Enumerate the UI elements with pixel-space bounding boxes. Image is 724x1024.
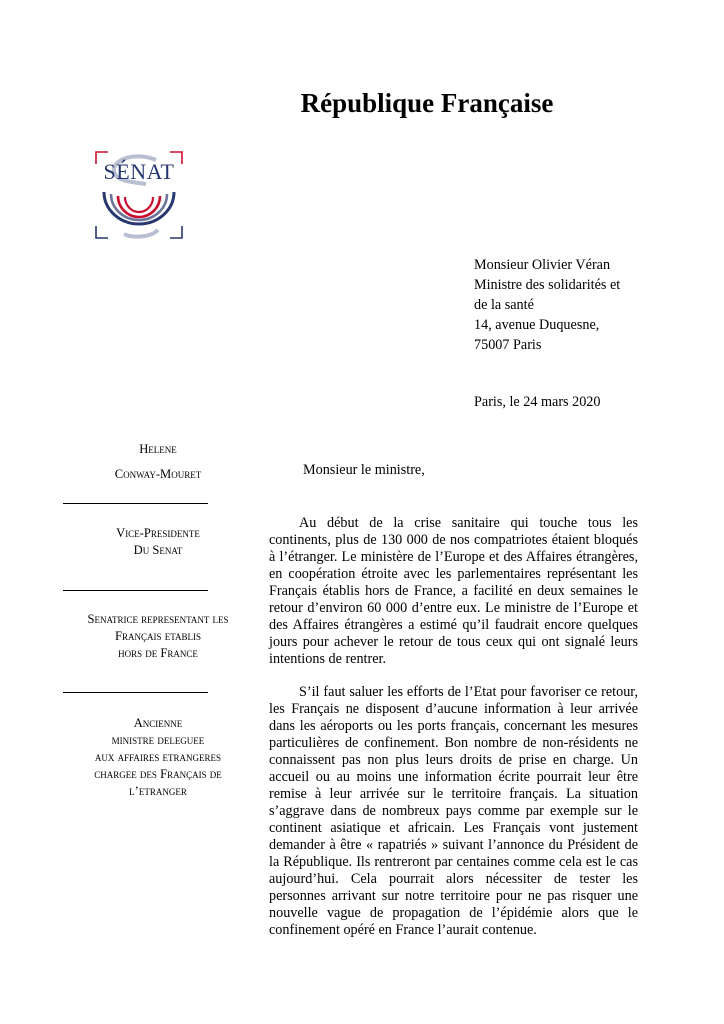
recipient-line: de la santé bbox=[474, 297, 534, 313]
sender-former-line: ministre deleguee bbox=[111, 733, 205, 747]
sender-former-line: Ancienne bbox=[133, 716, 183, 730]
sender-role-line: Du Senat bbox=[133, 543, 183, 557]
sender-mandate bbox=[40, 611, 276, 662]
paragraph-text: S’il faut saluer les efforts de l’Etat pour favoriser ce retour, les Français ne disposent d’aucune information à leur arrivée dans les aéroports ou les ports français, concernant les mesures particulières de confinement. Bon nombre de non-résidents ne connaissent pas non plus leurs droits de prise en charge. Un accueil ou au moins une information écrite pourrait leur être remise à leur arrivée sur le territoire français. La situation s’aggrave dans de nombreux pays comme par exemple sur le continent asiatique et africain. Les Français vont justement demander à être « rapatriés » suivant l’annonce du Président de la République. Ils rentreront par centaines comme cela est le cas aujourd’hui. Cela pourrait alors nécessiter de tester les personnes arrivant sur notre territoire pour ne pas risquer une nouvelle vague de propagation de l’épidémie alors que le confinement opéré en France l’aurait contenue. bbox=[269, 684, 638, 938]
sidebar-divider bbox=[63, 503, 208, 504]
sender-mandate-line: Français etablis bbox=[115, 629, 201, 643]
sender-name bbox=[40, 437, 276, 487]
sender-former-line: aux affaires etrangeres bbox=[94, 750, 222, 764]
sender-first-name: Helene bbox=[139, 442, 177, 456]
sender-role bbox=[40, 525, 276, 559]
senat-logo bbox=[94, 150, 184, 240]
recipient-line: 75007 Paris bbox=[474, 337, 542, 353]
recipient-address bbox=[474, 255, 620, 355]
paragraph-text: Au début de la crise sanitaire qui touche tous les continents, plus de 130 000 de nos compatriotes étaient bloqués à l’étranger. Le ministère de l’Europe et des Affaires étrangères, en coopération étroite avec les parlementaires représentant les Français établis hors de France, a facilité en deux semaines le retour d’environ 60 000 d’entre eux. Le ministre de l’Europe et des Affaires étrangères a estimé qu’il faudrait encore quelques jours pour achever le retour de tous ceux qui ont signalé leurs intentions de rentrer. bbox=[269, 515, 638, 667]
sender-former-line: l’etranger bbox=[129, 784, 187, 798]
letterhead-title: République Française bbox=[300, 88, 554, 118]
sender-former-role bbox=[40, 715, 276, 800]
letter-paragraph bbox=[269, 684, 638, 939]
recipient-line: 14, avenue Duquesne, bbox=[474, 317, 600, 333]
sender-former-line: chargee des Français de bbox=[94, 767, 222, 781]
letter-date: Paris, le 24 mars 2020 bbox=[474, 394, 601, 410]
sidebar-divider bbox=[63, 692, 208, 693]
sidebar-divider bbox=[63, 590, 208, 591]
sender-mandate-line: Senatrice representant les bbox=[87, 612, 229, 626]
letter-paragraph bbox=[269, 515, 638, 668]
recipient-line: Ministre des solidarités et bbox=[474, 277, 621, 293]
salutation: Monsieur le ministre, bbox=[303, 462, 425, 478]
sender-mandate-line: hors de France bbox=[118, 646, 198, 660]
recipient-line: Monsieur Olivier Véran bbox=[474, 257, 611, 273]
sender-last-name: Conway-Mouret bbox=[114, 467, 202, 481]
sender-role-line: Vice-Presidente bbox=[116, 526, 200, 540]
logo-wordmark: SÉNAT bbox=[103, 159, 175, 184]
